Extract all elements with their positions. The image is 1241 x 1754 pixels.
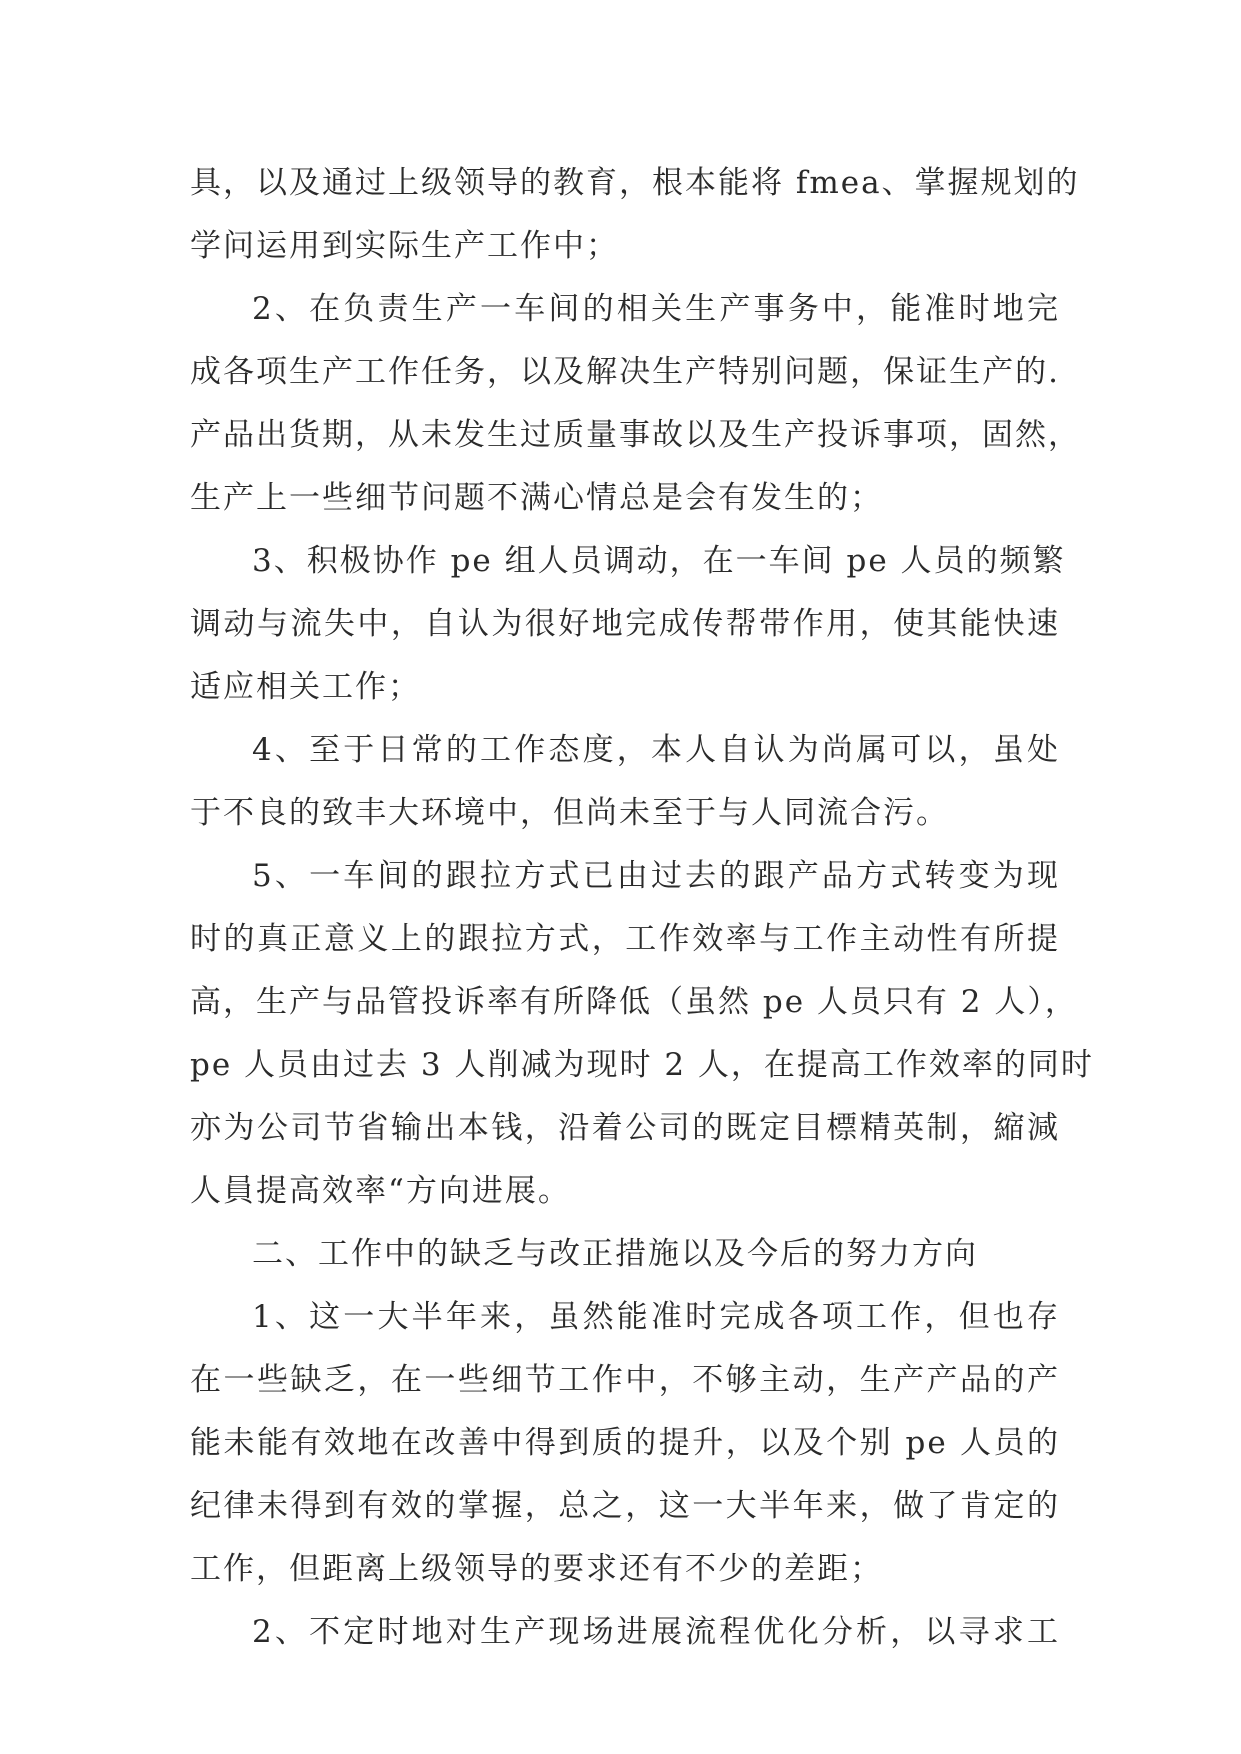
text-line: 生产上一些细节问题不满心情总是会有发生的； <box>190 480 883 516</box>
text-line: 4、至于日常的工作态度，本人自认为尚属可以，虽处 <box>252 732 1060 768</box>
text-line: 2、不定时地对生产现场进展流程优化分析，以寻求工 <box>252 1614 1060 1650</box>
text-line: 产品出货期，从未发生过质量事故以及生产投诉事项，固然， <box>190 417 1081 453</box>
text-line: 时的真正意义上的跟拉方式，工作效率与工作主动性有所提 <box>190 921 1060 957</box>
text-line: 5、一车间的跟拉方式已由过去的跟产品方式转变为现 <box>252 858 1060 894</box>
text-line: pe 人员由过去 3 人削减为现时 2 人，在提高工作效率的同时 <box>190 1047 1094 1083</box>
text-line: 高，生产与品管投诉率有所降低（虽然 pe 人员只有 2 人）， <box>190 984 1078 1020</box>
text-line: 亦为公司节省输出本钱，沿着公司的既定目標精英制，縮減 <box>190 1110 1060 1146</box>
text-line: 能未能有效地在改善中得到质的提升，以及个别 pe 人员的 <box>190 1425 1060 1461</box>
text-line: 纪律未得到有效的掌握，总之，这一大半年来，做了肯定的 <box>190 1488 1060 1524</box>
text-line: 适应相关工作； <box>190 669 421 705</box>
text-line: 成各项生产工作任务，以及解决生产特别问题，保证生产的. <box>190 354 1060 390</box>
text-line: 于不良的致丰大环境中，但尚未至于与人同流合污。 <box>190 795 949 831</box>
text-line: 3、积极协作 pe 组人员调动，在一车间 pe 人员的频繁 <box>252 543 1066 579</box>
text-line: 调动与流失中，自认为很好地完成传帮带作用，使其能快速 <box>190 606 1060 642</box>
text-line: 学问运用到实际生产工作中； <box>190 228 619 264</box>
section-heading: 二、工作中的缺乏与改正措施以及今后的努力方向 <box>252 1236 978 1272</box>
text-line: 工作，但距离上级领导的要求还有不少的差距； <box>190 1551 883 1587</box>
text-line: 具，以及通过上级领导的教育，根本能将 fmea、掌握规划的 <box>190 165 1080 201</box>
text-line: 在一些缺乏，在一些细节工作中，不够主动，生产产品的产 <box>190 1362 1060 1398</box>
text-line: 人員提高效率“方向进展。 <box>190 1173 571 1209</box>
text-line: 1、这一大半年来，虽然能准时完成各项工作，但也存 <box>252 1299 1060 1335</box>
document-body <box>190 152 1094 1664</box>
text-line: 2、在负责生产一车间的相关生产事务中，能准时地完 <box>252 291 1060 327</box>
